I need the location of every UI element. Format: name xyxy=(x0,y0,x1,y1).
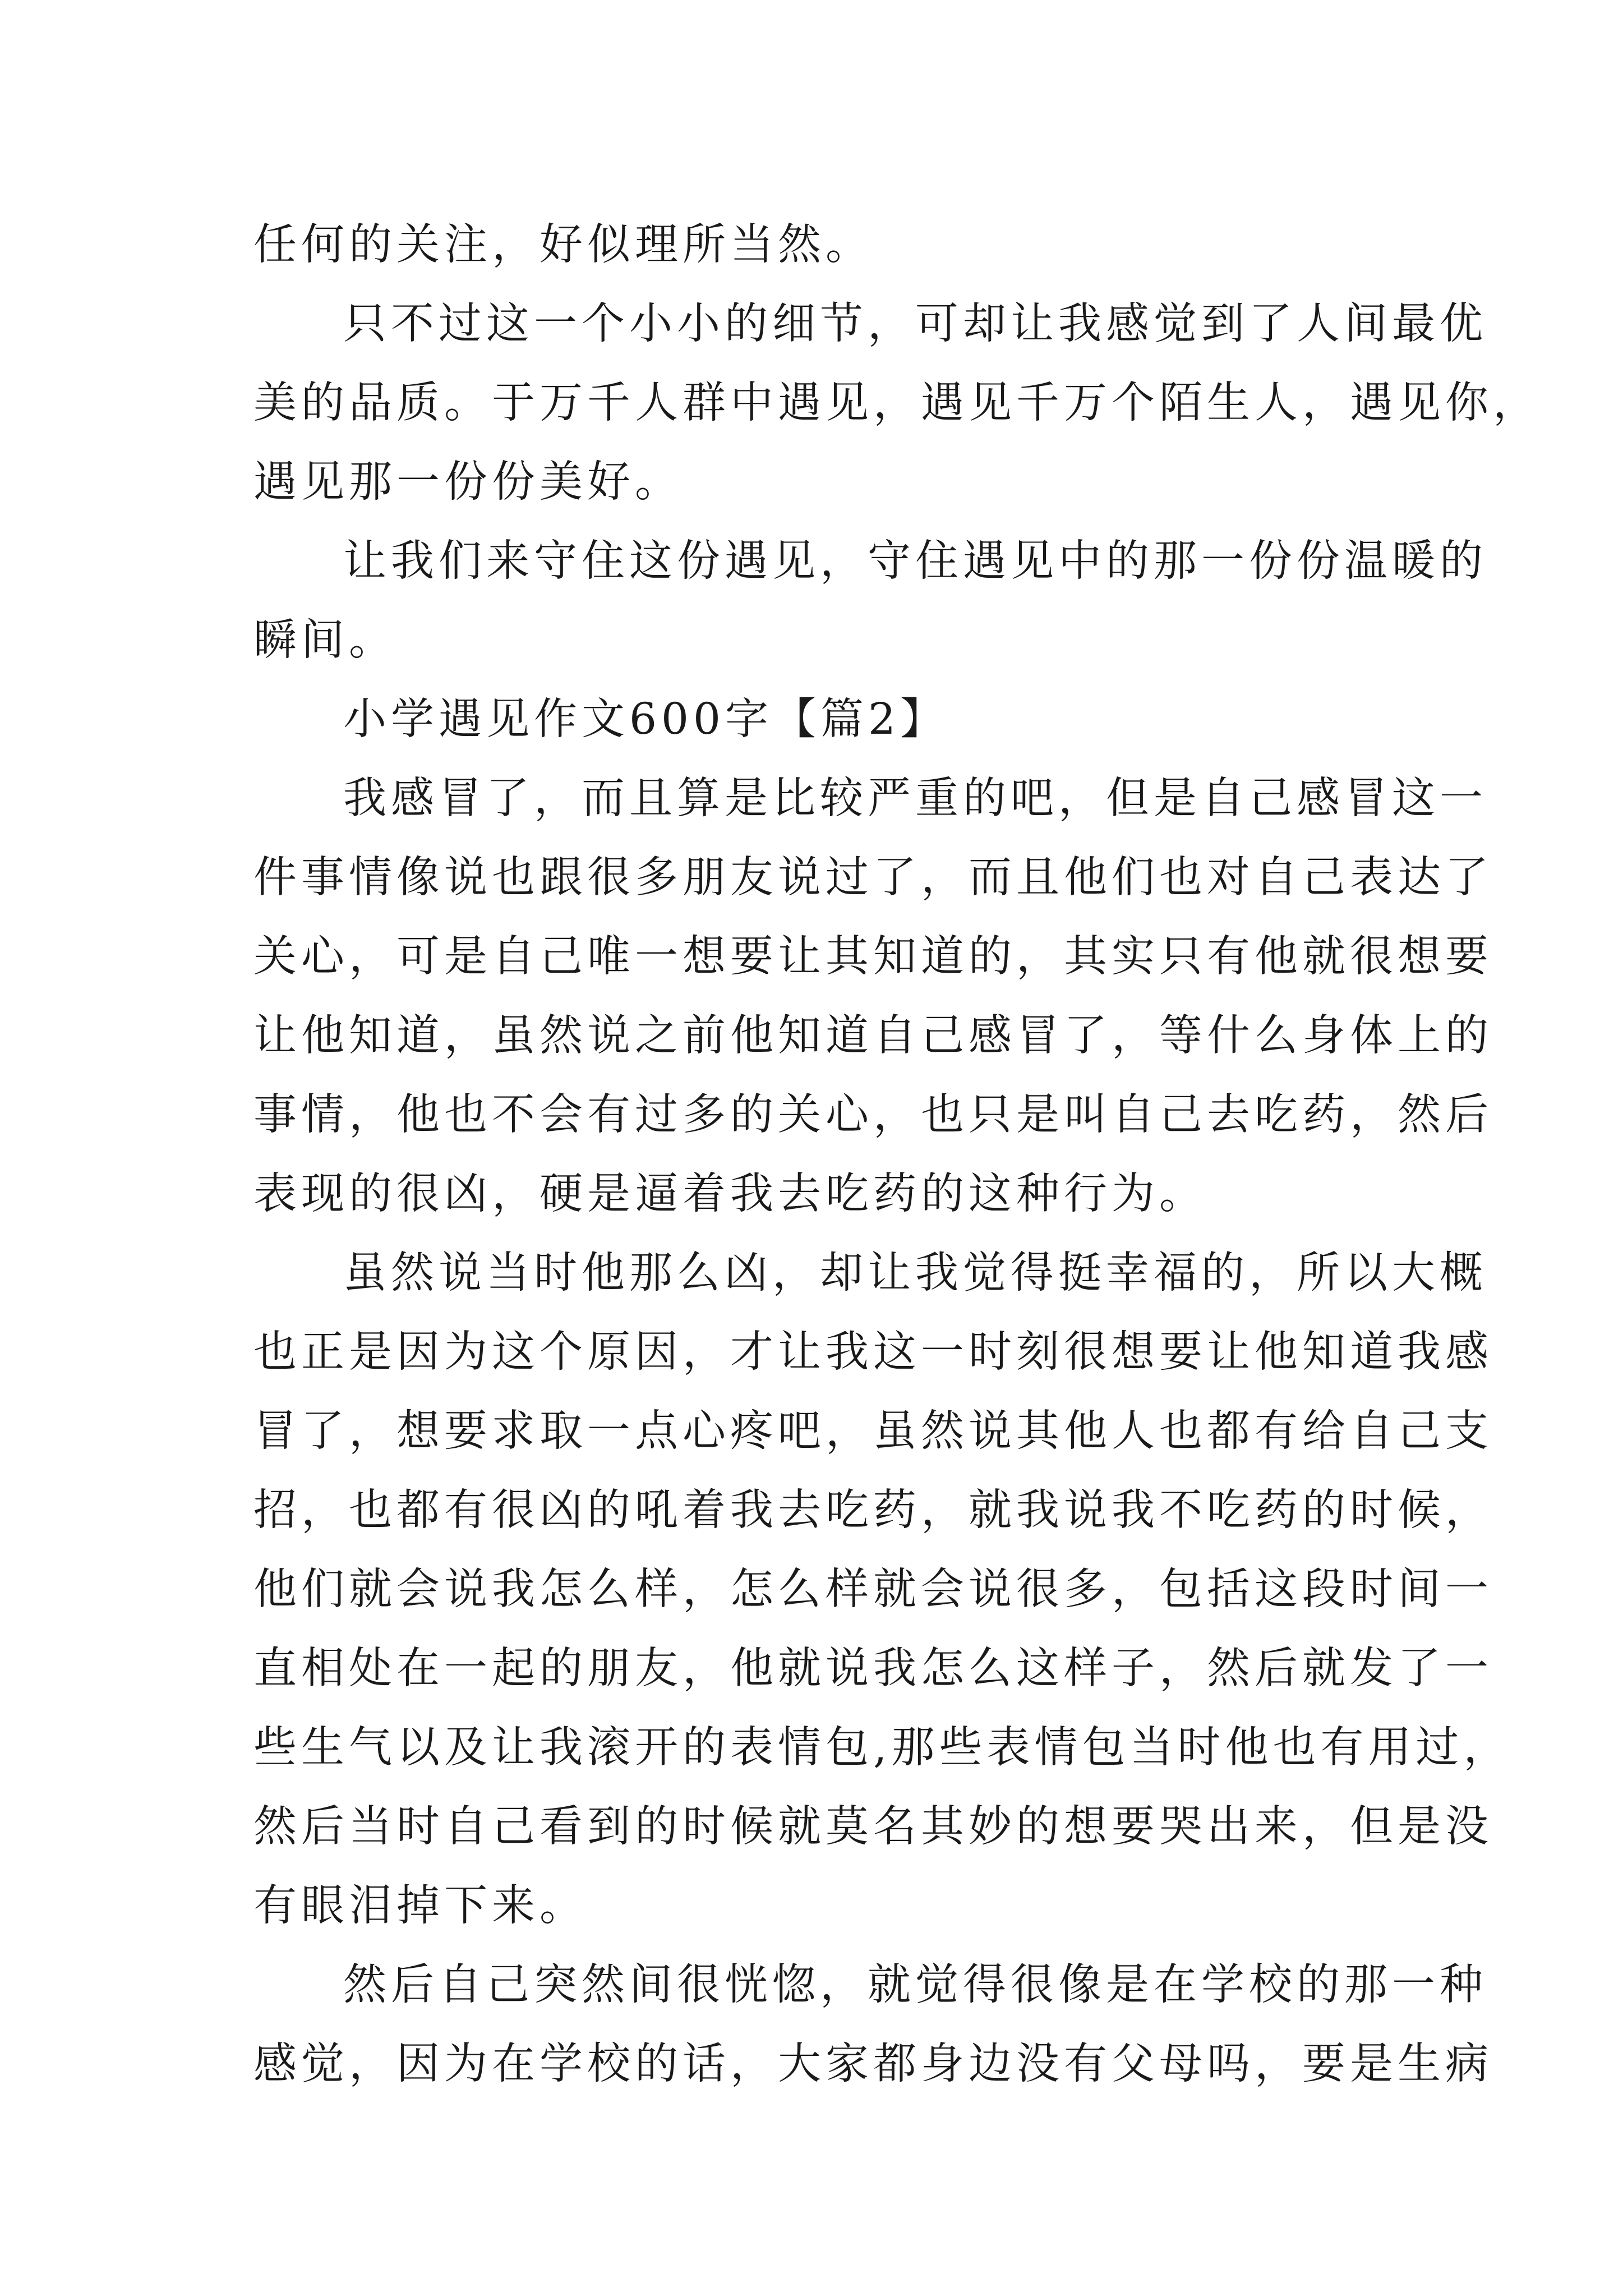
text-line: 些生气以及让我滚开的表情包,那些表情包当时他也有用过， xyxy=(253,1723,1511,1773)
text-line: 关心，可是自己唯一想要让其知道的，其实只有他就很想要 xyxy=(253,932,1493,982)
text-line: 招，也都有很凶的吼着我去吃药，就我说我不吃药的时候， xyxy=(253,1485,1493,1535)
text-line: 只不过这一个小小的细节，可却让我感觉到了人间最优 xyxy=(343,299,1487,349)
text-line: 我感冒了，而且算是比较严重的吧，但是自己感冒这一 xyxy=(343,774,1487,823)
text-line: 感觉，因为在学校的话，大家都身边没有父母吗，要是生病 xyxy=(253,2039,1493,2089)
text-line: 让我们来守住这份遇见，守住遇见中的那一份份温暖的 xyxy=(343,536,1487,586)
document-body xyxy=(253,205,1541,2104)
text-line: 遇见那一份份美好。 xyxy=(253,457,683,507)
section-heading: 小学遇见作文600字【篇2】 xyxy=(343,694,948,744)
text-line: 然后自己突然间很恍惚，就觉得很像是在学校的那一种 xyxy=(343,1960,1487,2010)
text-line: 件事情像说也跟很多朋友说过了，而且他们也对自己表达了 xyxy=(253,853,1493,903)
text-line: 虽然说当时他那么凶，却让我觉得挺幸福的，所以大概 xyxy=(343,1248,1487,1298)
text-line: 表现的很凶，硬是逼着我去吃药的这种行为。 xyxy=(253,1169,1207,1219)
text-line: 让他知道，虽然说之前他知道自己感冒了，等什么身体上的 xyxy=(253,1011,1493,1061)
text-line: 任何的关注，好似理所当然。 xyxy=(253,220,873,270)
text-line: 他们就会说我怎么样，怎么样就会说很多，包括这段时间一 xyxy=(253,1565,1493,1614)
text-line: 有眼泪掉下来。 xyxy=(253,1881,587,1931)
text-line: 也正是因为这个原因，才让我这一时刻很想要让他知道我感 xyxy=(253,1327,1493,1377)
text-line: 冒了，想要求取一点心疼吧，虽然说其他人也都有给自己支 xyxy=(253,1406,1493,1456)
text-line: 事情，他也不会有过多的关心，也只是叫自己去吃药，然后 xyxy=(253,1090,1493,1140)
text-line: 瞬间。 xyxy=(253,615,396,665)
text-line: 直相处在一起的朋友，他就说我怎么这样子，然后就发了一 xyxy=(253,1644,1493,1694)
text-line: 美的品质。于万千人群中遇见，遇见千万个陌生人，遇见你， xyxy=(253,378,1541,428)
text-line: 然后当时自己看到的时候就莫名其妙的想要哭出来，但是没 xyxy=(253,1802,1493,1852)
